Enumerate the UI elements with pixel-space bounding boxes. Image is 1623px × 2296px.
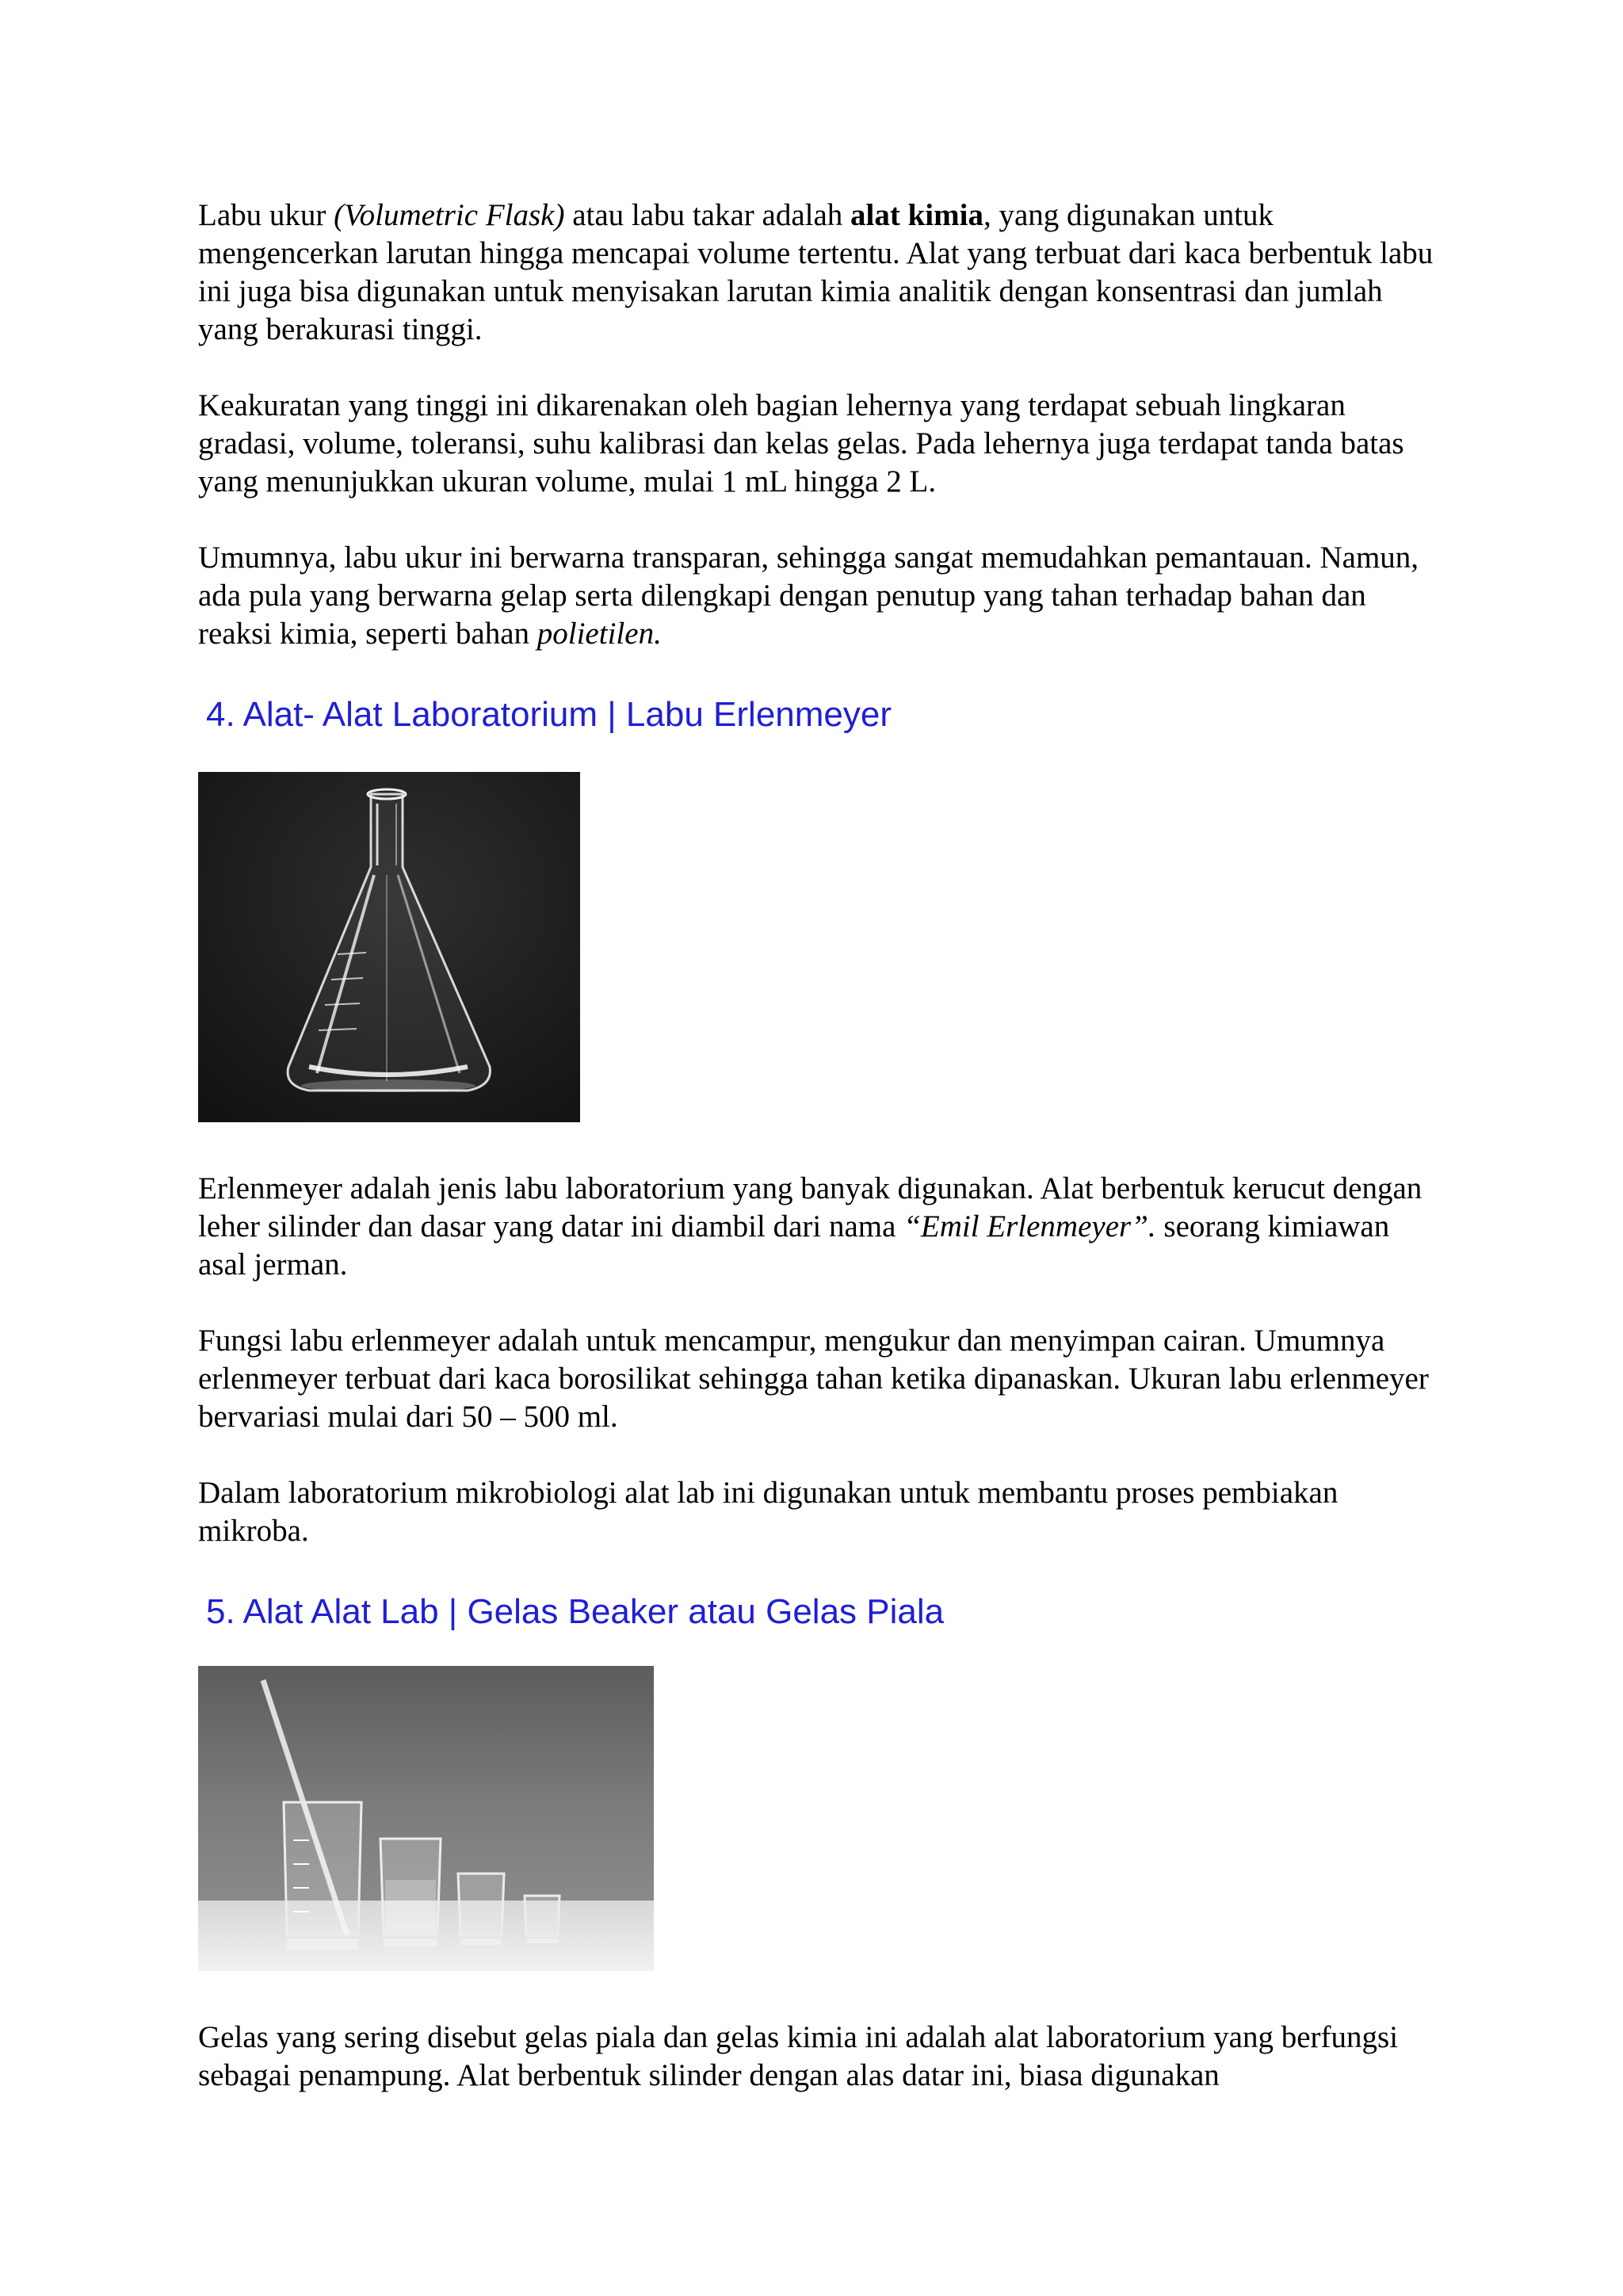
text-span: seorang kimiawan asal jerman.: [198, 1209, 1390, 1282]
paragraph-volumetric-flask-color: [198, 539, 1434, 653]
section-heading-beaker: 5. Alat Alat Lab | Gelas Beaker atau Gelas Piala: [206, 1592, 945, 1631]
paragraph-beaker-definition: Gelas yang sering disebut gelas piala dan gelas kimia ini adalah alat laboratorium yang berfungsi sebagai penampung. Alat berbentuk silinder dengan alas datar ini, biasa digunakan: [198, 2020, 1399, 2092]
paragraph-erlenmeyer-microbiology: Dalam laboratorium mikrobiologi alat lab ini digunakan untuk membantu proses pembiakan mikroba.: [198, 1476, 1338, 1548]
italic-term-volumetric-flask: (Volumetric Flask): [334, 198, 565, 232]
text-span: Umumnya, labu ukur ini berwarna transparan, sehingga sangat memudahkan pemantauan. Namun, ada pula yang berwarna gelap serta dilengkapi dengan penutup yang tahan terhadap bahan dan reaksi kimia, seperti bahan: [198, 541, 1419, 651]
document-page: [198, 197, 1434, 2095]
text-span: , yang digunakan untuk mengencerkan larutan hingga mencapai volume tertentu. Alat yang terbuat dari kaca berbentuk labu ini juga bisa digunakan untuk menyisakan larutan kimia analitik dengan konsentrasi dan jumlah yang berakurasi tinggi.: [198, 198, 1434, 346]
paragraph-erlenmeyer-function: Fungsi labu erlenmeyer adalah untuk mencampur, mengukur dan menyimpan cairan. Umumnya erlenmeyer terbuat dari kaca borosilikat sehingga tahan ketika dipanaskan. Ukuran labu erlenmeyer bervariasi mulai dari 50 – 500 ml.: [198, 1324, 1429, 1434]
text-span: Labu ukur: [198, 198, 334, 232]
section-heading-erlenmeyer: 4. Alat- Alat Laboratorium | Labu Erlenmeyer: [206, 695, 892, 734]
paragraph-volumetric-flask-intro: [198, 197, 1434, 349]
beaker-glasses-illustration: [198, 1666, 654, 1971]
paragraph-erlenmeyer-definition: [198, 1170, 1434, 1284]
paragraph-volumetric-flask-accuracy: Keakuratan yang tinggi ini dikarenakan oleh bagian lehernya yang terdapat sebuah lingkaran gradasi, volume, toleransi, suhu kalibrasi dan kelas gelas. Pada lehernya juga terdapat tanda batas yang menunjukkan ukuran volume, mulai 1 mL hingga 2 L.: [198, 388, 1404, 499]
text-span: Erlenmeyer adalah jenis labu laboratorium yang banyak digunakan. Alat berbentuk kerucut dengan leher silinder dan dasar yang datar ini diambil dari nama: [198, 1171, 1423, 1244]
erlenmeyer-flask-illustration: [198, 772, 580, 1122]
bold-term-alat-kimia: alat kimia: [850, 198, 983, 232]
erlenmeyer-flask-photo: [198, 772, 580, 1122]
beaker-glasses-photo: [198, 1666, 654, 1971]
text-span: atau labu takar adalah: [564, 198, 851, 232]
italic-term-polietilen: polietilen.: [537, 617, 662, 651]
italic-term-emil-erlenmeyer: “Emil Erlenmeyer”.: [903, 1209, 1156, 1244]
